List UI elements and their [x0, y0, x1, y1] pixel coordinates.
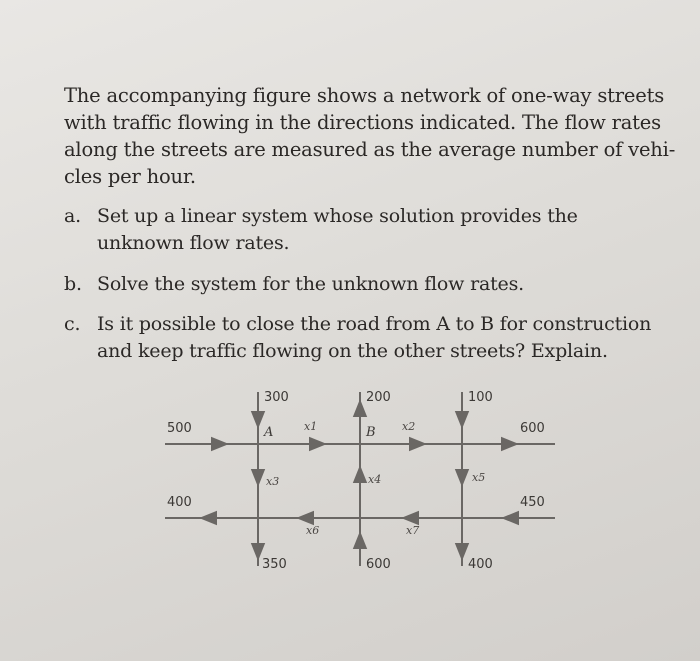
intro-line: The accompanying figure shows a network of one-way streets	[64, 84, 665, 107]
part-text: Solve the system for the unknown flow rates.	[97, 273, 524, 295]
flow-label-left-bottom: 400	[167, 495, 192, 510]
flow-label-bottom-left: 350	[262, 557, 287, 572]
flow-label-bottom-right: 400	[468, 557, 493, 572]
variable-label-x3: x3	[266, 475, 280, 488]
flow-label-right-top: 600	[520, 421, 545, 436]
intro-line: along the streets are measured as the average number of vehi-	[64, 138, 676, 161]
part-text: Set up a linear system whose solution provides the	[97, 205, 578, 227]
variable-label-x7: x7	[406, 524, 420, 537]
variable-label-x5: x5	[472, 471, 486, 484]
flow-label-left-top: 500	[167, 421, 192, 436]
variable-label-x1: x1	[304, 420, 318, 433]
node-label-a: A	[264, 425, 274, 440]
intro-line: with traffic flowing in the directions indicated. The flow rates	[64, 111, 661, 134]
flow-label-top-right: 100	[468, 390, 493, 405]
intro-line: cles per hour.	[64, 165, 196, 188]
flow-label-top-mid: 200	[366, 390, 391, 405]
part-label: b.	[64, 273, 82, 295]
variable-label-x4: x4	[368, 473, 382, 486]
flow-label-right-bottom: 450	[520, 495, 545, 510]
flow-label-top-left: 300	[264, 390, 289, 405]
node-label-b: B	[366, 425, 376, 440]
part-text: and keep traffic flowing on the other streets? Explain.	[97, 340, 608, 362]
part-label: c.	[64, 313, 81, 335]
part-text: Is it possible to close the road from A to B for construction	[97, 313, 652, 335]
part-label: a.	[64, 205, 81, 227]
variable-label-x6: x6	[306, 524, 320, 537]
variable-label-x2: x2	[402, 420, 416, 433]
flow-label-bottom-mid: 600	[366, 557, 391, 572]
part-text: unknown flow rates.	[97, 232, 290, 254]
